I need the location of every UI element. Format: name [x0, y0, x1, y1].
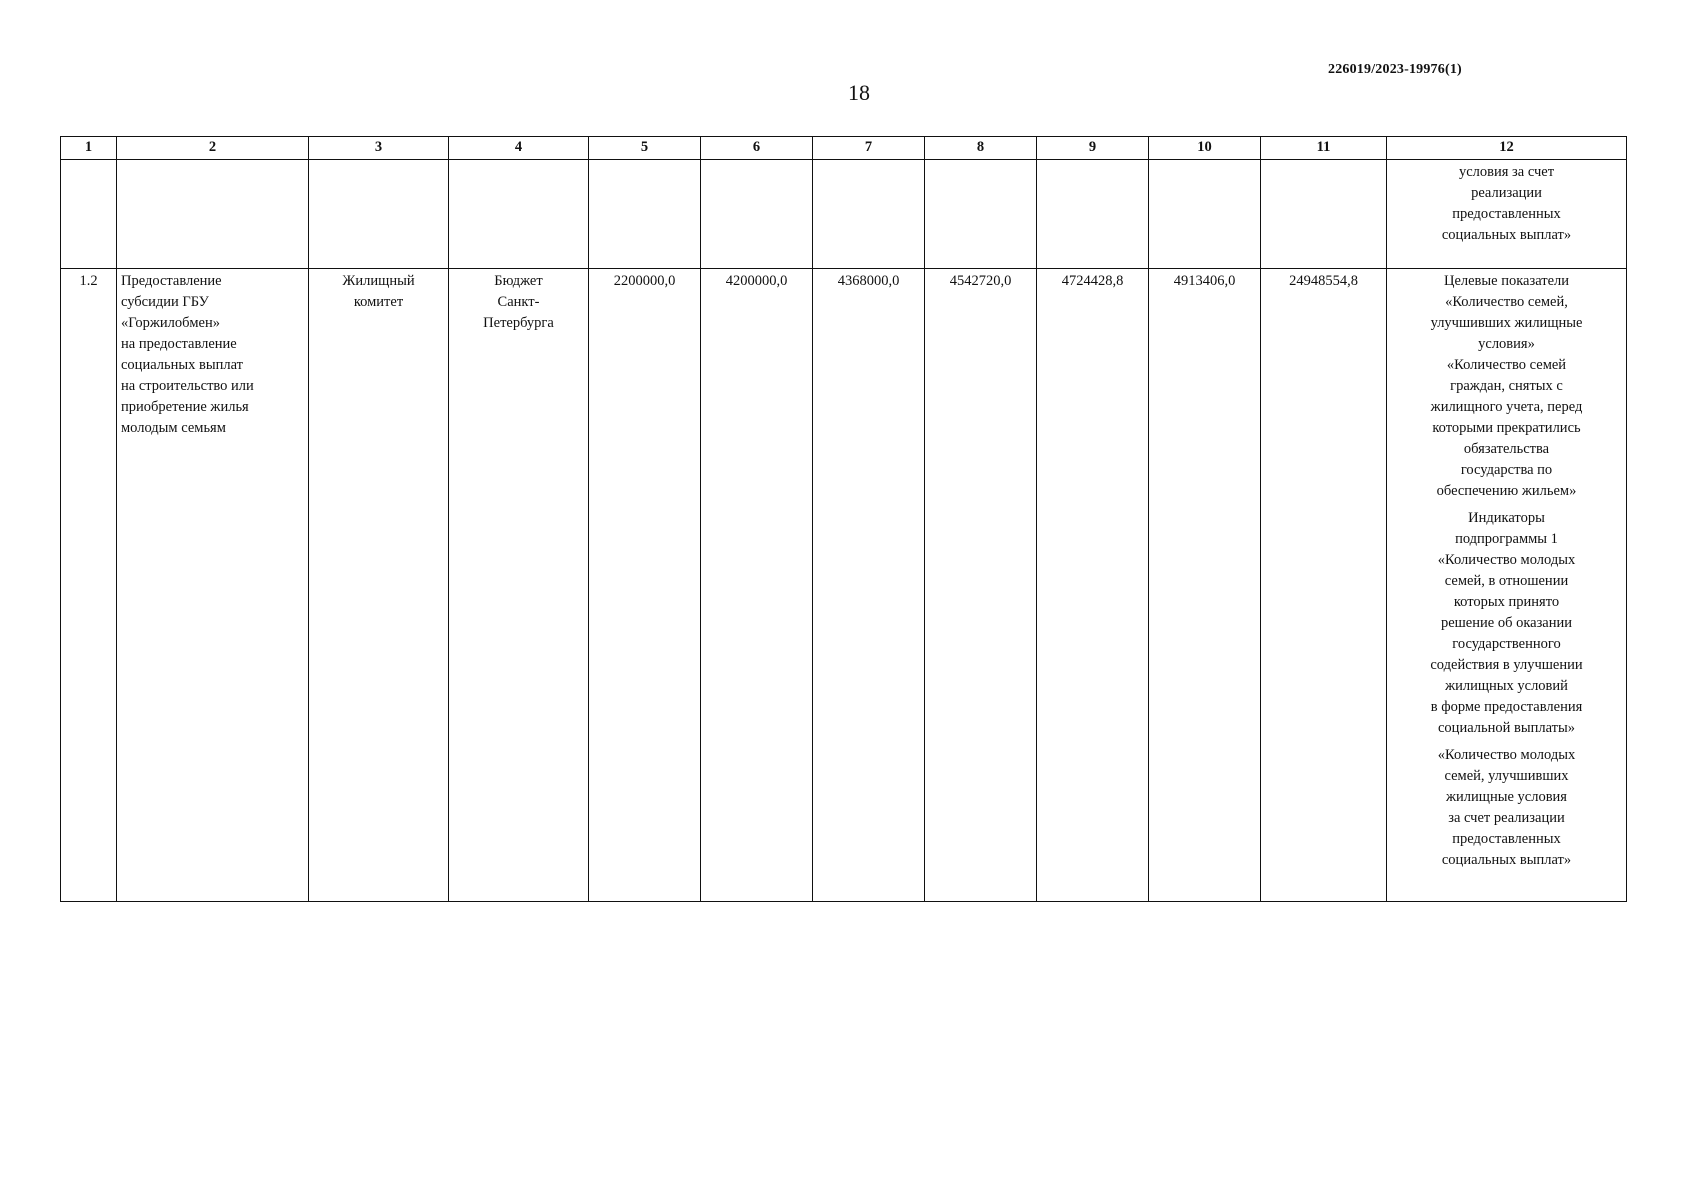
- table-cell: [813, 160, 925, 269]
- funding-source-cell: Бюджет Санкт- Петербурга: [449, 269, 589, 902]
- column-number-row: [61, 137, 1627, 160]
- indicator-continuation-cell: условия за счет реализации предоставленных социальных выплат»: [1387, 160, 1627, 269]
- column-header-6: 6: [701, 137, 813, 160]
- amount-cell-col9: 4724428,8: [1037, 269, 1149, 902]
- activity-name-cell: Предоставление субсидии ГБУ «Горжилобмен» на предоставление социальных выплат на строительство или приобретение жилья молодым семьям: [117, 269, 309, 902]
- table-cell: [589, 160, 701, 269]
- column-header-3: 3: [309, 137, 449, 160]
- column-header-10: 10: [1149, 137, 1261, 160]
- column-header-2: 2: [117, 137, 309, 160]
- indicators-cell: [1387, 269, 1627, 902]
- column-header-8: 8: [925, 137, 1037, 160]
- document-registration-number: 226019/2023-19976(1): [1328, 62, 1462, 77]
- page-number: 18: [848, 80, 870, 105]
- amount-total-cell: 24948554,8: [1261, 269, 1387, 902]
- table-cell: [1037, 160, 1149, 269]
- row-number-cell: 1.2: [61, 269, 117, 902]
- table-cell: [309, 160, 449, 269]
- young-families-indicator-text: «Количество молодых семей, улучшивших жилищные условия за счет реализации предоставленных социальных выплат»: [1437, 747, 1576, 868]
- amount-cell-col6: 4200000,0: [701, 269, 813, 902]
- column-header-12: 12: [1387, 137, 1627, 160]
- column-header-9: 9: [1037, 137, 1149, 160]
- program-activities-table: [60, 136, 1627, 902]
- executor-cell: Жилищный комитет: [309, 269, 449, 902]
- column-header-4: 4: [449, 137, 589, 160]
- table-cell: [925, 160, 1037, 269]
- amount-cell-col10: 4913406,0: [1149, 269, 1261, 902]
- column-header-5: 5: [589, 137, 701, 160]
- column-header-11: 11: [1261, 137, 1387, 160]
- target-indicators-text: Целевые показатели «Количество семей, улучшивших жилищные условия» «Количество семей граждан, снятых с жилищного учета, перед которыми прекратились обязательства государства по обеспечению жильем»: [1430, 273, 1583, 499]
- amount-cell-col7: 4368000,0: [813, 269, 925, 902]
- amount-cell-col8: 4542720,0: [925, 269, 1037, 902]
- table-cell: [701, 160, 813, 269]
- table-row-1-2: [61, 269, 1627, 902]
- column-header-7: 7: [813, 137, 925, 160]
- table-cell: [117, 160, 309, 269]
- subprogram-indicators-text: Индикаторы подпрограммы 1 «Количество молодых семей, в отношении которых принято решение об оказании государственного содействия в улучшении жилищных условий в форме предоставления социальной выплаты»: [1430, 510, 1583, 736]
- table-cell: [1149, 160, 1261, 269]
- table-cell: [449, 160, 589, 269]
- amount-cell-col5: 2200000,0: [589, 269, 701, 902]
- table-cell: [61, 160, 117, 269]
- table-row-continuation: [61, 160, 1627, 269]
- column-header-1: 1: [61, 137, 117, 160]
- table-cell: [1261, 160, 1387, 269]
